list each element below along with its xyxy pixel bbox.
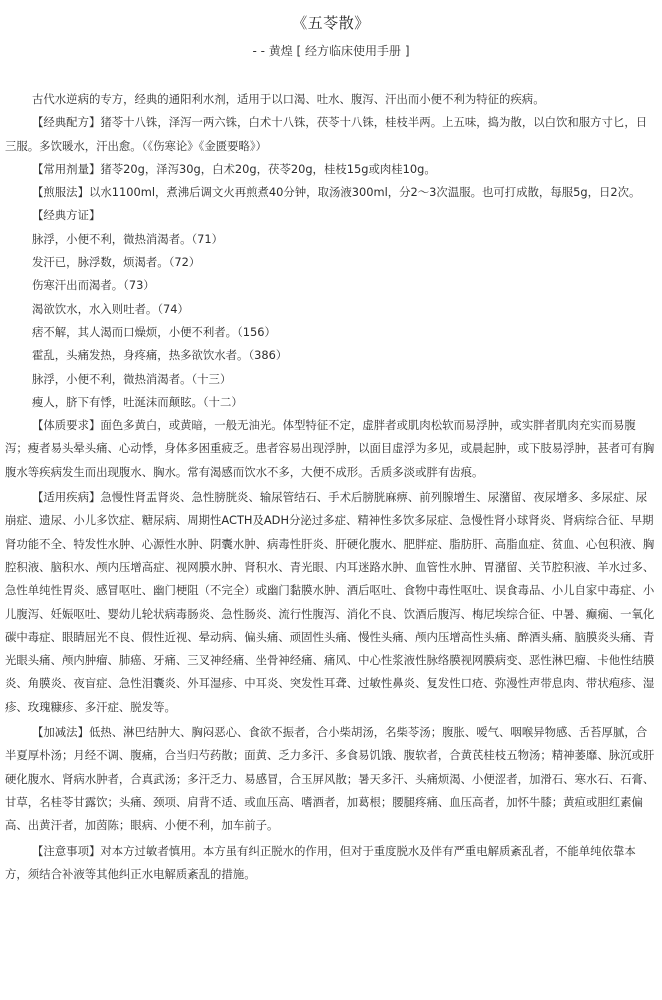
decoction-text: 以水1100ml，煮沸后调文火再煎煮40分钟，取汤液300ml，分2～3次温服。也可打成散，每服5g，日2次。 xyxy=(88,185,641,200)
indications-paragraph xyxy=(5,486,657,719)
evidence-item: 渴欲饮水，水入则吐者。（74） xyxy=(32,301,189,316)
evidence-item: 脉浮，小便不利，微热消渴者。（十三） xyxy=(32,371,232,386)
author-line: - - 黄煌 [ 经方临床使用手册 ] xyxy=(252,44,410,58)
modifications-paragraph xyxy=(5,721,657,837)
constitution-paragraph xyxy=(5,414,657,484)
common-dose-label: 【常用剂量】 xyxy=(32,161,101,176)
common-dose-paragraph xyxy=(5,158,657,181)
modifications-text: 低热、淋巴结肿大、胸闷恶心、食欲不振者，合小柴胡汤，名柴苓汤；腹胀、嗳气、咽喉异物感、舌苔厚腻，合半夏厚朴汤；月经不调、腹痛，合当归芍药散；面黄、乏力多汗、多食易饥饿、腹软者，合黄芪桂枝五物汤；精神萎靡、脉沉或肝硬化腹水、肾病水肿者，合真武汤；多汗乏力、易感冒，合玉屏风散；暑天多汗、头痛烦渴、小便涩者，加滑石、寒水石、石膏、甘草，名桂苓甘露饮；头痛、颈项、肩背不适、或血压高、嗜酒者，加葛根；腰腿疼痛、血压高者，加怀牛膝；黄疸或胆红素偏高、出黄汗者，加茵陈；眼病、小便不利，加车前子。 xyxy=(5,725,655,833)
evidence-item: 痞不解，其人渴而口燥烦，小便不利者。（156） xyxy=(32,324,276,339)
page-title: 《五苓散》 xyxy=(292,14,370,32)
constitution-label: 【体质要求】 xyxy=(32,418,101,433)
decoction-label: 【煎服法】 xyxy=(32,185,89,200)
classic-formula-text: 猪苓十八铢，泽泻一两六铢，白术十八铢，茯苓十八铢，桂枝半两。上五味，捣为散，以白饮和服方寸匕，日三服。多饮暖水，汗出愈。（《伤寒论》《金匮要略》） xyxy=(5,115,648,153)
indications-text: 急慢性肾盂肾炎、急性膀胱炎、输尿管结石、手术后膀胱麻痹、前列腺增生、尿潴留、夜尿增多、多尿症、尿崩症、遗尿、小儿多饮症、糖尿病、周期性ACTH及ADH分泌过多症、精神性多饮多尿症、急慢性肾小球肾炎、肾病综合征、早期肾功能不全、特发性水肿、心源性水肿、阴囊水肿、病毒性肝炎、肝硬化腹水、肥胖症、脂肪肝、高脂血症、贫血、心包积液、胸腔积液、脑积水、颅内压增高症、视网膜水肿、肾积水、青光眼、内耳迷路水肿、血管性水肿、胃潴留、关节腔积液、羊水过多、急性单纯性胃炎、感冒呕吐、幽门梗阻（不完全）或幽门黏膜水肿、酒后呕吐、食物中毒性呕吐、误食毒品、小儿自家中毒症、小儿腹泻、妊娠呕吐、婴幼儿轮状病毒肠炎、急性肠炎、流行性腹泻、消化不良、饮酒后腹泻、梅尼埃综合征、中暑、癫痫、一氧化碳中毒症、眼睛屈光不良、假性近视、晕动病、偏头痛、顽固性头痛、慢性头痛、颅内压增高性头痛、醉酒头痛、脑膜炎头痛、青光眼头痛、颅内肿瘤、肺癌、牙痛、三叉神经痛、坐骨神经痛、痛风、中心性浆液性脉络膜视网膜病变、恶性淋巴瘤、卡他性结膜炎、角膜炎、夜盲症、急性泪囊炎、外耳湿疹、中耳炎、突发性耳聋、过敏性鼻炎、复发性口疮、弥漫性声带息肉、带状疱疹、湿疹、玫瑰糠疹、多汗症、脱发等。 xyxy=(5,490,655,714)
intro-paragraph: 古代水逆病的专方，经典的通阳利水剂，适用于以口渴、吐水、腹泻、汗出而小便不利为特征的疾病。 xyxy=(32,92,545,106)
evidence-item: 瘦人，脐下有悸，吐涎沫而颠眩。（十二） xyxy=(32,394,243,409)
article-body xyxy=(5,88,657,886)
classic-formula-label: 【经典配方】 xyxy=(32,115,101,130)
precautions-label: 【注意事项】 xyxy=(32,843,101,858)
precautions-text: 对本方过敏者慎用。本方虽有纠正脱水的作用，但对于重度脱水及伴有严重电解质紊乱者，不能单纯依靠本方，须结合补液等其他纠正水电解质紊乱的措施。 xyxy=(5,843,636,881)
precautions-paragraph xyxy=(5,840,657,887)
classic-formula-paragraph xyxy=(5,111,657,158)
evidence-item: 发汗已，脉浮数，烦渴者。（72） xyxy=(32,255,201,270)
classic-evidence-heading: 【经典方证】 xyxy=(32,208,101,223)
evidence-item: 霍乱，头痛发热，身疼痛，热多欲饮水者。（386） xyxy=(32,348,288,363)
common-dose-text: 猪苓20g，泽泻30g，白术20g，茯苓20g，桂枝15g或肉桂10g。 xyxy=(100,161,436,176)
evidence-item: 伤寒汗出而渴者。（73） xyxy=(32,278,155,293)
decoction-paragraph xyxy=(5,181,657,204)
constitution-text: 面色多黄白，或黄暗，一般无油光。体型特征不定，虚胖者或肌肉松软而易浮肿，或实胖者肌肉充实而易腹泻；瘦者易头晕头痛、心动悸，身体多困重疲乏。患者容易出现浮肿，以面目虚浮为多见，或晨起肿，或下肢易浮肿，甚者可有胸腹水等疾病发生而出现腹水、胸水。常有渴感而饮水不多，大便不成形。舌质多淡或胖有齿痕。 xyxy=(5,418,655,479)
indications-label: 【适用疾病】 xyxy=(32,490,101,505)
evidence-item: 脉浮，小便不利，微热消渴者。（71） xyxy=(32,231,224,246)
modifications-label: 【加减法】 xyxy=(32,725,89,740)
